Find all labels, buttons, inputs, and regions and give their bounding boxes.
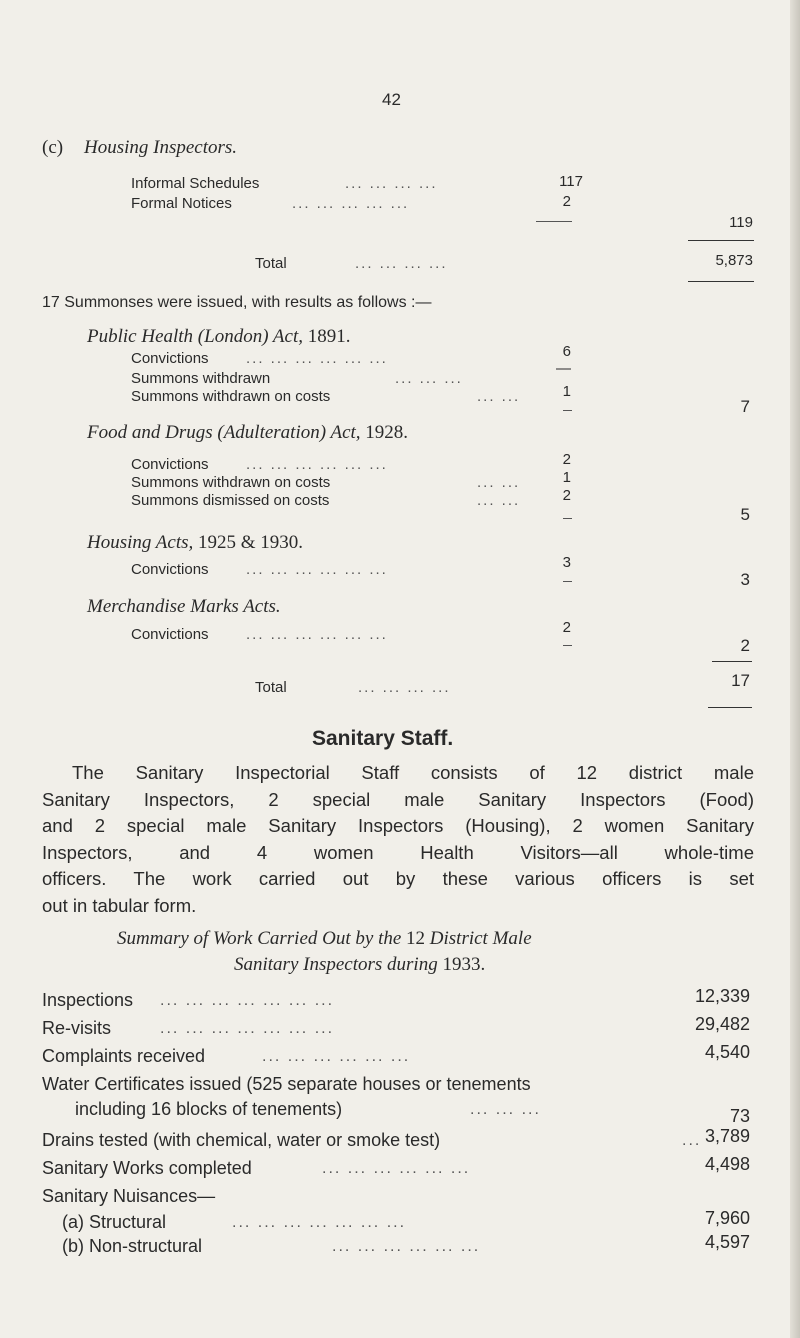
leader-dots: ... ... — [477, 474, 521, 491]
fd-subtotal: 5 — [740, 505, 750, 524]
housing-section-label: (c) — [42, 137, 64, 158]
leader-dots: ... ... ... ... ... — [292, 195, 410, 212]
mm-subtotal: 2 — [740, 636, 750, 655]
staff-paragraph-line: Sanitary Inspectors, 2 special male Sanitary Inspectors (Food) — [42, 788, 754, 810]
revisits-label: Re-visits — [42, 1018, 112, 1038]
fd-convictions-value: 2 — [562, 451, 571, 468]
total-rule — [712, 661, 752, 662]
summonses-total-value: 17 — [731, 671, 750, 690]
staff-paragraph-line: out in tabular form. — [42, 894, 197, 916]
mm-convictions-label: Convictions — [131, 626, 209, 643]
leader-dots: ... ... ... ... ... ... — [246, 456, 388, 473]
subtotal-dash — [563, 645, 572, 646]
housing-subtotal: 119 — [729, 214, 753, 231]
housing-total-label: Total — [255, 255, 287, 272]
public-health-act-name: Public Health (London) Act, — [87, 326, 304, 347]
summary-title-text: Sanitary Inspectors during — [234, 954, 438, 975]
leader-dots: ... — [682, 1132, 702, 1149]
public-health-act-year: 1891. — [307, 326, 351, 347]
sanitary-nuisances-label: Sanitary Nuisances— — [42, 1186, 216, 1206]
leader-dots: ... ... — [477, 492, 521, 509]
non-structural-value: 4,597 — [704, 1232, 750, 1252]
ph-withdrawn-costs-value: 1 — [562, 383, 571, 400]
summonses-total-label: Total — [255, 679, 287, 696]
fd-dismissed-label: Summons dismissed on costs — [131, 492, 330, 509]
complaints-value: 4,540 — [704, 1042, 750, 1062]
housing-section-title: Housing Inspectors. — [84, 137, 238, 158]
housing-acts-title — [87, 532, 303, 554]
mm-convictions-value: 2 — [562, 619, 571, 636]
total-rule — [708, 707, 752, 708]
housing-acts-years: 1925 & 1930. — [198, 532, 304, 553]
leader-dots: ... ... ... ... — [355, 255, 448, 272]
water-certificates-label: Water Certificates issued (525 separate houses or tenements — [42, 1074, 531, 1094]
complaints-label: Complaints received — [42, 1046, 206, 1066]
housing-total-value: 5,873 — [715, 252, 753, 269]
drains-tested-value: 3,789 — [704, 1126, 750, 1146]
ph-withdrawn-value: — — [556, 360, 571, 377]
subtotal-dash — [563, 410, 572, 411]
leader-dots: ... ... ... ... ... ... — [246, 350, 388, 367]
page-edge-shadow — [790, 0, 800, 1338]
fd-dismissed-value: 2 — [562, 487, 571, 504]
leader-dots: ... ... ... ... ... ... — [332, 1238, 481, 1255]
summary-title-count: 12 — [406, 928, 426, 949]
leader-dots: ... ... ... ... ... ... — [262, 1048, 411, 1065]
sanitary-works-label: Sanitary Works completed — [42, 1158, 252, 1178]
formal-notices-label: Formal Notices — [131, 195, 232, 212]
leader-dots: ... ... — [477, 388, 521, 405]
summary-title-line-1 — [117, 928, 532, 950]
fd-convictions-label: Convictions — [131, 456, 209, 473]
leader-dots: ... ... ... ... ... ... ... — [160, 992, 335, 1009]
subtotal-dash — [563, 581, 572, 582]
leader-dots: ... ... ... ... ... ... ... — [160, 1020, 335, 1037]
subtotal-dash — [536, 221, 572, 222]
leader-dots: ... ... ... ... ... ... — [246, 626, 388, 643]
leader-dots: ... ... ... ... — [345, 175, 438, 192]
fd-withdrawn-costs-value: 1 — [562, 469, 571, 486]
leader-dots: ... ... ... ... ... ... — [322, 1160, 471, 1177]
merchandise-acts-title: Merchandise Marks Acts. — [87, 596, 281, 617]
ph-withdrawn-costs-label: Summons withdrawn on costs — [131, 388, 331, 405]
staff-paragraph-line: officers. The work carried out by these various officers is set — [42, 868, 754, 889]
inspections-value: 12,339 — [694, 986, 750, 1006]
page-number: 42 — [382, 90, 401, 109]
staff-paragraph-line: The Sanitary Inspectorial Staff consists of 12 district male — [72, 762, 754, 783]
leader-dots: ... ... ... — [395, 370, 463, 387]
ha-convictions-value: 3 — [562, 554, 571, 571]
ph-convictions-label: Convictions — [131, 350, 209, 367]
structural-label: (a) Structural — [62, 1212, 167, 1232]
informal-schedules-label: Informal Schedules — [131, 175, 260, 192]
informal-schedules-value: 117 — [559, 173, 583, 190]
food-drugs-act-title — [87, 422, 408, 444]
ha-subtotal: 3 — [740, 570, 750, 589]
drains-tested-label: Drains tested (with chemical, water or smoke test) — [42, 1130, 441, 1150]
summary-title-text: Summary of Work Carried Out by the — [117, 928, 402, 949]
ph-withdrawn-label: Summons withdrawn — [131, 370, 271, 387]
inspections-label: Inspections — [42, 990, 134, 1010]
summary-title-line-2 — [234, 954, 485, 976]
staff-paragraph-line: Inspectors, and 4 women Health Visitors—all whole-time — [42, 841, 754, 863]
summary-title-text: District Male — [429, 928, 532, 949]
leader-dots: ... ... ... ... ... ... — [246, 561, 388, 578]
leader-dots: ... ... ... ... — [358, 679, 451, 696]
food-drugs-act-year: 1928. — [365, 422, 409, 443]
summonses-intro: 17 Summonses were issued, with results as follows :— — [42, 294, 432, 311]
sanitary-staff-paragraph — [42, 760, 754, 919]
subtotal-dash — [563, 518, 572, 519]
leader-dots: ... ... ... — [470, 1101, 541, 1118]
water-certificates-label-cont: including 16 blocks of tenements) — [75, 1099, 343, 1119]
food-drugs-act-name: Food and Drugs (Adulteration) Act, — [87, 422, 361, 443]
total-rule — [688, 240, 754, 241]
ph-convictions-value: 6 — [562, 343, 571, 360]
total-rule — [688, 281, 754, 282]
revisits-value: 29,482 — [694, 1014, 750, 1034]
leader-dots: ... ... ... ... ... ... ... — [232, 1214, 407, 1231]
public-health-act-title — [87, 326, 351, 348]
ha-convictions-label: Convictions — [131, 561, 209, 578]
non-structural-label: (b) Non-structural — [62, 1236, 203, 1256]
water-certificates-value: 73 — [729, 1106, 750, 1126]
housing-acts-name: Housing Acts, — [87, 532, 194, 553]
sanitary-staff-heading: Sanitary Staff. — [312, 727, 454, 750]
staff-paragraph-line: and 2 special male Sanitary Inspectors (Housing), 2 women Sanitary — [42, 815, 754, 836]
ph-subtotal: 7 — [740, 397, 750, 416]
formal-notices-value: 2 — [562, 193, 571, 210]
summary-title-year: 1933. — [442, 954, 486, 975]
fd-withdrawn-costs-label: Summons withdrawn on costs — [131, 474, 331, 491]
sanitary-works-value: 4,498 — [704, 1154, 750, 1174]
structural-value: 7,960 — [704, 1208, 750, 1228]
